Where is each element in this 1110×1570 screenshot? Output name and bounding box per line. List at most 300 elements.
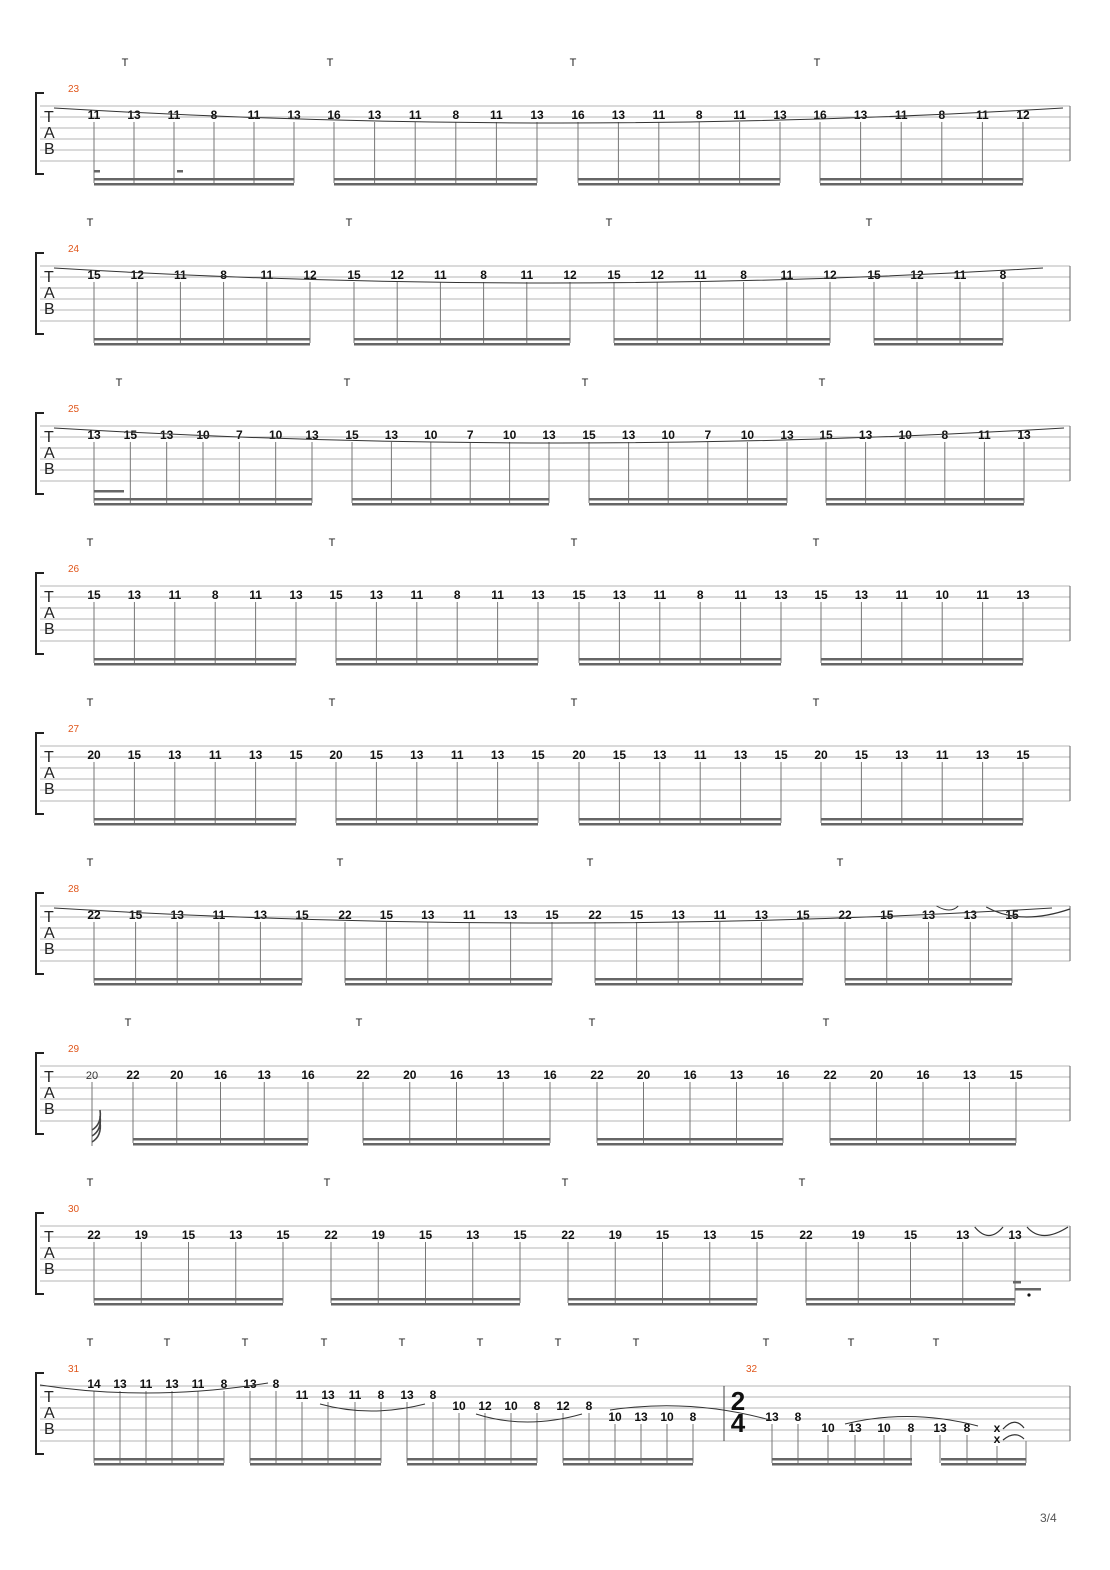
sys28-beam: [345, 978, 552, 981]
sys30-tap-mark: T: [798, 1177, 806, 1189]
sys25-fret-number: 13: [159, 428, 174, 442]
page-number: 3/4: [1040, 1511, 1057, 1525]
sys25-fret-number: 7: [466, 428, 474, 442]
sys27-fret-number: 13: [410, 748, 424, 762]
sys28-fret-number: 11: [212, 908, 226, 922]
sys26-beam: [579, 658, 781, 661]
sys24-fret-number: 12: [390, 268, 404, 282]
sys30-fret-number: 22: [561, 1228, 575, 1242]
sys25-fret-number: 10: [268, 428, 283, 442]
sys32-fret-number: 8: [963, 1421, 971, 1435]
sys32-fret-number: 13: [848, 1421, 862, 1435]
sys23-fret-number: 11: [733, 108, 746, 122]
sys24-fret-number: 15: [867, 268, 881, 282]
sys24-tap-mark: T: [86, 217, 94, 229]
sys24-fret-number: 8: [999, 268, 1007, 282]
sys24-fret-number: 11: [520, 268, 534, 282]
sys24-beam: [614, 338, 830, 341]
sys26-fret-number: 13: [854, 588, 869, 602]
sys31-beam: [250, 1463, 381, 1466]
sys29-grace-fret: 20: [85, 1070, 99, 1082]
sys25-fret-number: 10: [196, 428, 210, 442]
sys23-fret-number: 11: [976, 108, 989, 122]
sys27-fret-number: 20: [814, 748, 828, 762]
sys24-fret-number: 12: [563, 268, 577, 282]
sys27-beam: [336, 823, 538, 826]
sys29-fret-number: 22: [356, 1068, 370, 1082]
sys24-fret-number: 8: [480, 268, 487, 282]
sys30-fret-number: 13: [229, 1228, 243, 1242]
sys27-tap-mark: T: [86, 697, 94, 709]
sys28-beam: [345, 983, 552, 986]
sys25-fret-number: 13: [542, 428, 556, 442]
sys24-fret-number: 11: [260, 268, 274, 282]
sys26-fret-number: 8: [211, 588, 219, 602]
sys23-fret-number: 13: [287, 108, 301, 122]
sys28-fret-number: 15: [629, 908, 644, 922]
sys29-fret-number: 16: [683, 1068, 697, 1082]
sys25-tap-mark: T: [581, 377, 589, 389]
sys28-fret-number: 15: [1005, 908, 1019, 922]
sys30-tie: [1027, 1227, 1068, 1236]
sys25-fret-number: 11: [978, 428, 991, 442]
sys25-beam: [352, 498, 549, 501]
sys27-tap-mark: T: [570, 697, 578, 709]
sys23-beam: [578, 178, 780, 181]
sys31-beam: [94, 1458, 224, 1461]
sys29-fret-number: 20: [869, 1068, 884, 1082]
sys26-beam: [821, 663, 1023, 666]
sys28-tap-mark: T: [586, 857, 594, 869]
sys31-beam: [250, 1458, 381, 1461]
sys26-tap-mark: T: [86, 537, 94, 549]
sys28-system-bracket: [36, 893, 44, 974]
sys23-beam: [94, 178, 294, 181]
tab-clef-a: A: [44, 925, 55, 942]
sys27-tap-mark: T: [328, 697, 336, 709]
sys30-tap-mark: T: [86, 1177, 94, 1189]
sys26-beam: [94, 658, 296, 661]
sys27-fret-number: 15: [612, 748, 627, 762]
sys23-fret-number: 16: [327, 108, 341, 122]
tab-clef-t: T: [44, 109, 54, 126]
sys31-fret-number: 8: [272, 1377, 280, 1391]
sys23-fret-number: 11: [490, 108, 503, 122]
sys29-beam: [363, 1138, 550, 1141]
sys31-fret-number: 8: [429, 1388, 437, 1402]
sys23-fret-number: 11: [894, 108, 908, 122]
sys24-fret-number: 11: [953, 268, 967, 282]
sys24-fret-number: 8: [220, 268, 227, 282]
sys28-beam: [595, 983, 803, 986]
sys30-system-bracket: [36, 1213, 44, 1294]
sys31-beam: [563, 1463, 693, 1466]
sys26-fret-number: 11: [249, 588, 262, 602]
sys25-tap-mark: T: [343, 377, 351, 389]
sys30-fret-number: 13: [466, 1228, 480, 1242]
tab-clef-a: A: [44, 445, 55, 462]
sys32-tie: [1003, 1435, 1024, 1440]
sys31-fret-number: 10: [504, 1399, 518, 1413]
sys27-fret-number: 13: [168, 748, 182, 762]
sys26-fret-number: 8: [696, 588, 704, 602]
sys26-beam: [579, 663, 781, 666]
sys27-system-bracket: [36, 733, 44, 814]
sys28-fret-number: 15: [545, 908, 559, 922]
sys26-fret-number: 11: [653, 588, 667, 602]
sys30-beam: [568, 1303, 757, 1306]
sys29-fret-number: 22: [126, 1068, 140, 1082]
sys28-fret-number: 22: [87, 908, 101, 922]
sys23-fret-number: 16: [813, 108, 827, 122]
sys23-fret-number: 16: [571, 108, 585, 122]
tab-clef-t: T: [44, 589, 54, 606]
sys25-system-bracket: [36, 413, 44, 494]
sys25-fret-number: 13: [780, 428, 794, 442]
sys27-fret-number: 11: [693, 748, 707, 762]
sys31-legato-slur: [476, 1414, 582, 1422]
sys30-fret-number: 22: [87, 1228, 101, 1242]
sys30-tap-mark: T: [323, 1177, 331, 1189]
sys26-system-bracket: [36, 573, 44, 654]
tab-clef-b: B: [44, 301, 55, 318]
tab-clef-b: B: [44, 781, 55, 798]
sys23-tap-mark: T: [326, 57, 334, 69]
sys27-tap-mark: T: [812, 697, 820, 709]
sys29-fret-number: 13: [496, 1068, 510, 1082]
sys30-fret-number: 19: [851, 1228, 865, 1242]
sys32-fret-number: 13: [765, 1410, 779, 1424]
sys27-fret-number: 13: [653, 748, 667, 762]
sys23-flag: [94, 170, 100, 173]
sys31-fret-number: 13: [165, 1377, 179, 1391]
sys31-beam: [407, 1458, 537, 1461]
sys27-fret-number: 20: [329, 748, 343, 762]
sys25-fret-number: 7: [704, 428, 712, 442]
sys31-tap-mark: T: [847, 1337, 855, 1349]
sys30-beam: [1015, 1288, 1041, 1291]
sys27-fret-number: 15: [127, 748, 142, 762]
sys23-tap-mark: T: [121, 57, 129, 69]
sys28-fret-number: 15: [295, 908, 309, 922]
sys29-fret-number: 13: [962, 1068, 977, 1082]
sys25-beam: [352, 503, 549, 506]
sys27-fret-number: 15: [369, 748, 384, 762]
sys28-beam: [94, 978, 302, 981]
sys24-tap-mark: T: [865, 217, 873, 229]
sys25-fret-number: 13: [87, 428, 101, 442]
sys23-beam: [94, 183, 294, 186]
sys31-tap-mark: T: [476, 1337, 484, 1349]
sys26-tap-mark: T: [328, 537, 336, 549]
sys26-beam: [94, 663, 296, 666]
sys23-fret-number: 11: [652, 108, 666, 122]
sys23-measure-number: 23: [68, 84, 80, 95]
sys23-fret-number: 13: [853, 108, 868, 122]
sys29-beam: [363, 1143, 550, 1146]
tab-clef-b: B: [44, 941, 55, 958]
sys24-fret-number: 11: [694, 268, 707, 282]
sys24-beam: [94, 343, 310, 346]
sys23-beam: [820, 183, 1023, 186]
sys24-tap-mark: T: [345, 217, 353, 229]
sys31-tap-mark: T: [932, 1337, 940, 1349]
sys25-fret-number: 13: [384, 428, 399, 442]
sys30-fret-number: 13: [956, 1228, 970, 1242]
sys24-fret-number: 15: [607, 268, 621, 282]
sys26-fret-number: 11: [168, 588, 182, 602]
sys31-fret-number: 13: [321, 1388, 335, 1402]
sys23-fret-number: 13: [773, 108, 787, 122]
sys29-fret-number: 13: [729, 1068, 744, 1082]
sys26-tap-mark: T: [570, 537, 578, 549]
sys24-fret-number: 11: [780, 268, 794, 282]
sys24-fret-number: 12: [130, 268, 144, 282]
sys31-fret-number: 13: [400, 1388, 414, 1402]
sys31-tap-mark: T: [241, 1337, 249, 1349]
sys27-beam: [336, 818, 538, 821]
sys31-fret-number: 10: [660, 1410, 674, 1424]
sys27-beam: [94, 823, 296, 826]
sys25-fret-number: 13: [1017, 428, 1031, 442]
sys25-fret-number: 10: [740, 428, 755, 442]
tab-clef-b: B: [44, 141, 55, 158]
sys26-fret-number: 13: [774, 588, 788, 602]
sys25-fret-number: 7: [235, 428, 243, 442]
sys24-beam: [354, 338, 570, 341]
tab-clef-b: B: [44, 1261, 55, 1278]
sys25-beam: [94, 490, 124, 493]
sys26-fret-number: 15: [87, 588, 101, 602]
sys24-beam: [94, 338, 310, 341]
sys29-fret-number: 16: [776, 1068, 790, 1082]
sys23-fret-number: 11: [408, 108, 422, 122]
sys27-fret-number: 15: [289, 748, 303, 762]
tab-clef-t: T: [44, 429, 54, 446]
sys31-fret-number: 8: [377, 1388, 385, 1402]
sys28-tap-mark: T: [336, 857, 344, 869]
sys30-beam: [806, 1298, 1015, 1301]
sys31-fret-number: 13: [243, 1377, 257, 1391]
sys24-beam: [614, 343, 830, 346]
sys30-fret-number: 15: [750, 1228, 764, 1242]
sys31-tap-mark: T: [86, 1337, 94, 1349]
sys27-fret-number: 20: [572, 748, 586, 762]
sys26-fret-number: 8: [453, 588, 461, 602]
sys29-beam: [597, 1143, 783, 1146]
sys30-tie: [975, 1227, 1003, 1236]
sys27-fret-number: 11: [450, 748, 464, 762]
sys31-fret-number: 8: [220, 1377, 228, 1391]
sys25-beam: [826, 498, 1024, 501]
sys27-fret-number: 15: [854, 748, 869, 762]
sys27-fret-number: 11: [935, 748, 949, 762]
sys23-fret-number: 13: [611, 108, 626, 122]
sys28-beam: [94, 983, 302, 986]
sys30-fret-number: 13: [1008, 1228, 1022, 1242]
sys31-legato-slur: [40, 1383, 268, 1393]
sys25-fret-number: 10: [898, 428, 912, 442]
sys23-fret-number: 8: [452, 108, 460, 122]
sys23-flag: [177, 170, 183, 173]
sys25-fret-number: 13: [621, 428, 636, 442]
sys25-fret-number: 8: [941, 428, 949, 442]
sys32-fret-number: 8: [794, 1410, 802, 1424]
sys29-tap-mark: T: [822, 1017, 830, 1029]
sys29-fret-number: 15: [1009, 1068, 1023, 1082]
sys31-tap-mark: T: [632, 1337, 640, 1349]
sys25-fret-number: 10: [424, 428, 438, 442]
sys26-fret-number: 15: [329, 588, 343, 602]
sys28-fret-number: 15: [796, 908, 810, 922]
sys30-fret-number: 22: [324, 1228, 338, 1242]
sys26-fret-number: 11: [895, 588, 909, 602]
sys26-fret-number: 11: [410, 588, 424, 602]
sys29-fret-number: 16: [916, 1068, 930, 1082]
sys25-beam: [94, 503, 312, 506]
sys28-fret-number: 22: [838, 908, 852, 922]
sys31-fret-number: 13: [634, 1410, 648, 1424]
sys28-beam: [845, 978, 1012, 981]
sys27-fret-number: 13: [895, 748, 909, 762]
sys26-fret-number: 11: [491, 588, 504, 602]
sys23-fret-number: 8: [695, 108, 703, 122]
sys30-fret-number: 13: [703, 1228, 717, 1242]
sys30-fret-number: 19: [371, 1228, 385, 1242]
sys26-fret-number: 13: [127, 588, 142, 602]
sys26-fret-number: 13: [1016, 588, 1030, 602]
tab-clef-t: T: [44, 749, 54, 766]
sys23-fret-number: 13: [127, 108, 141, 122]
sys31-fret-number: 8: [585, 1399, 593, 1413]
sys29-fret-number: 20: [636, 1068, 651, 1082]
sys29-tap-mark: T: [124, 1017, 132, 1029]
sys25-fret-number: 15: [345, 428, 359, 442]
tab-clef-t: T: [44, 269, 54, 286]
sys30-measure-number: 30: [68, 1204, 80, 1215]
sys30-fret-number: 22: [799, 1228, 813, 1242]
sys26-fret-number: 15: [814, 588, 828, 602]
sys29-fret-number: 16: [449, 1068, 464, 1082]
time-signature-top: 2: [730, 1386, 746, 1416]
sys28-measure-number: 28: [68, 884, 80, 895]
sys25-beam: [589, 503, 787, 506]
tab-clef-a: A: [44, 1245, 55, 1262]
sys31-beam: [563, 1458, 693, 1461]
sys27-beam: [821, 818, 1023, 821]
sys28-fret-number: 13: [963, 908, 977, 922]
sys31-beam: [941, 1458, 1026, 1461]
sys28-fret-number: 13: [421, 908, 435, 922]
sys28-fret-number: 13: [253, 908, 268, 922]
sys27-beam: [94, 818, 296, 821]
sys30-beam: [331, 1298, 520, 1301]
tab-clef-a: A: [44, 125, 55, 142]
sys28-fret-number: 22: [338, 908, 352, 922]
sys32-measure-number: 32: [746, 1364, 758, 1375]
sys24-beam: [874, 343, 1003, 346]
sys26-beam: [821, 658, 1023, 661]
sys23-fret-number: 11: [247, 108, 261, 122]
sys27-fret-number: 15: [531, 748, 545, 762]
sys30-beam: [94, 1303, 283, 1306]
sys27-fret-number: 11: [208, 748, 222, 762]
sys23-legato-slur: [54, 108, 1063, 123]
sys30-beam: [806, 1303, 1015, 1306]
sys25-tap-mark: T: [818, 377, 826, 389]
sys28-tap-mark: T: [86, 857, 94, 869]
sys24-fret-number: 11: [174, 268, 187, 282]
sys26-fret-number: 13: [289, 588, 303, 602]
sys29-measure-number: 29: [68, 1044, 80, 1055]
sys24-fret-number: 12: [823, 268, 837, 282]
sys28-fret-number: 11: [713, 908, 727, 922]
sys28-tap-mark: T: [836, 857, 844, 869]
sys29-tap-mark: T: [588, 1017, 596, 1029]
sys25-fret-number: 10: [661, 428, 675, 442]
sys29-tap-mark: T: [355, 1017, 363, 1029]
sys24-measure-number: 24: [68, 244, 80, 255]
sys24-beam: [354, 343, 570, 346]
sys31-fret-number: 10: [452, 1399, 466, 1413]
tab-clef-a: A: [44, 1085, 55, 1102]
sys26-tap-mark: T: [812, 537, 820, 549]
sys27-beam: [821, 823, 1023, 826]
sys27-beam: [579, 823, 781, 826]
sys23-fret-number: 11: [87, 108, 101, 122]
sys24-fret-number: 15: [87, 268, 101, 282]
sys26-beam: [336, 658, 538, 661]
sys25-fret-number: 10: [502, 428, 517, 442]
sys23-beam: [334, 183, 537, 186]
sys26-fret-number: 10: [935, 588, 949, 602]
sys30-tap-mark: T: [561, 1177, 569, 1189]
tab-clef-t: T: [44, 909, 54, 926]
sys24-fret-number: 8: [740, 268, 747, 282]
tab-clef-b: B: [44, 1101, 55, 1118]
sys31-measure-number: 31: [68, 1364, 80, 1375]
sys23-beam: [334, 178, 537, 181]
sys29-fret-number: 16: [213, 1068, 228, 1082]
sys31-fret-number: 13: [113, 1377, 127, 1391]
sys30-fret-number: 19: [134, 1228, 148, 1242]
sys23-fret-number: 11: [167, 108, 181, 122]
sys29-fret-number: 20: [403, 1068, 417, 1082]
sys25-tap-mark: T: [115, 377, 123, 389]
sys23-fret-number: 8: [210, 108, 218, 122]
sys30-beam: [331, 1303, 520, 1306]
sys31-beam: [94, 1463, 224, 1466]
sys28-fret-number: 13: [170, 908, 184, 922]
sys27-fret-number: 13: [975, 748, 990, 762]
sys29-beam: [830, 1143, 1016, 1146]
tab-clef-a: A: [44, 605, 55, 622]
tab-clef-t: T: [44, 1069, 54, 1086]
tab-clef-a: A: [44, 1405, 55, 1422]
sys31-fret-number: 8: [689, 1410, 697, 1424]
sys24-beam: [874, 338, 1003, 341]
tab-clef-b: B: [44, 621, 55, 638]
sys30-dot: [1027, 1293, 1030, 1296]
sys26-fret-number: 11: [734, 588, 747, 602]
sys31-beam: [941, 1463, 1026, 1466]
sys24-fret-number: 15: [347, 268, 361, 282]
sys29-fret-number: 13: [257, 1068, 271, 1082]
sys28-fret-number: 15: [128, 908, 143, 922]
sys29-system-bracket: [36, 1053, 44, 1134]
sys29-beam: [830, 1138, 1016, 1141]
tab-clef-a: A: [44, 765, 55, 782]
